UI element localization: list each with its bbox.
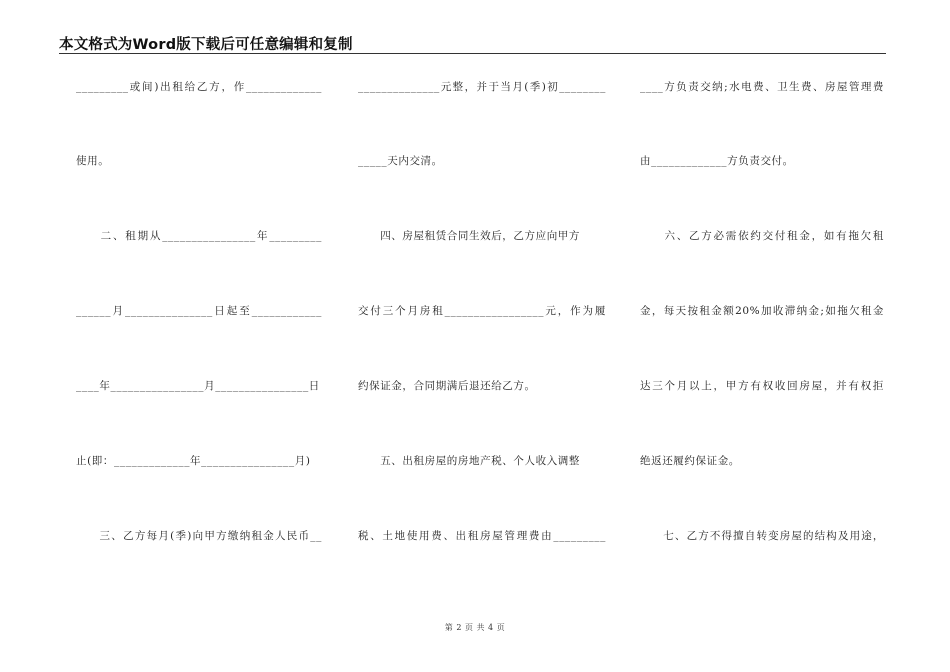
text-line: 六、乙方必需依约交付租金，如有拖欠租 bbox=[640, 230, 884, 242]
text-line: 三、乙方每月(季)向甲方缴纳租金人民币__ bbox=[76, 530, 322, 542]
text-line: _________或间)出租给乙方，作_____________ bbox=[76, 81, 322, 93]
text-line: ______月_______________日起至____________ bbox=[76, 305, 322, 317]
text-line: 五、出租房屋的房地产税、个人收入调整 bbox=[358, 455, 580, 467]
page-header bbox=[59, 33, 886, 54]
text-column-1 bbox=[76, 60, 322, 620]
text-line: 止(即：_____________年________________月) bbox=[76, 455, 311, 467]
text-line: 交付三个月房租_________________元，作为履 bbox=[358, 305, 606, 317]
header-title: 本文格式为Word版下载后可任意编辑和复制 bbox=[59, 37, 353, 53]
text-line: 四、房屋租赁合同生效后，乙方应向甲方 bbox=[358, 230, 580, 242]
text-line: 约保证金，合同期满后退还给乙方。 bbox=[358, 380, 536, 392]
text-column-3 bbox=[640, 60, 884, 620]
text-line: 由_____________方负责交付。 bbox=[640, 155, 794, 167]
text-column-2 bbox=[358, 60, 606, 620]
text-line: 使用。 bbox=[76, 155, 110, 167]
text-line: ______________元整，并于当月(季)初________ bbox=[358, 81, 606, 93]
text-line: ____方负责交纳;水电费、卫生费、房屋管理费 bbox=[640, 81, 884, 93]
page-footer: 第 2 页 共 4 页 bbox=[444, 623, 506, 632]
text-line: 金，每天按租金额20%加收滞纳金;如拖欠租金 bbox=[640, 305, 884, 317]
text-line: _____天内交清。 bbox=[358, 155, 443, 167]
text-line: 绝返还履约保证金。 bbox=[640, 455, 740, 467]
text-line: 税、土地使用费、出租房屋管理费由_________ bbox=[358, 530, 606, 542]
text-line: 达三个月以上，甲方有权收回房屋，并有权拒 bbox=[640, 380, 884, 392]
text-line: 七、乙方不得擅自转变房屋的结构及用途， bbox=[640, 530, 884, 542]
text-line: 二、租期从________________年_________ bbox=[76, 230, 322, 242]
text-line: ____年________________月________________日 bbox=[76, 380, 320, 392]
